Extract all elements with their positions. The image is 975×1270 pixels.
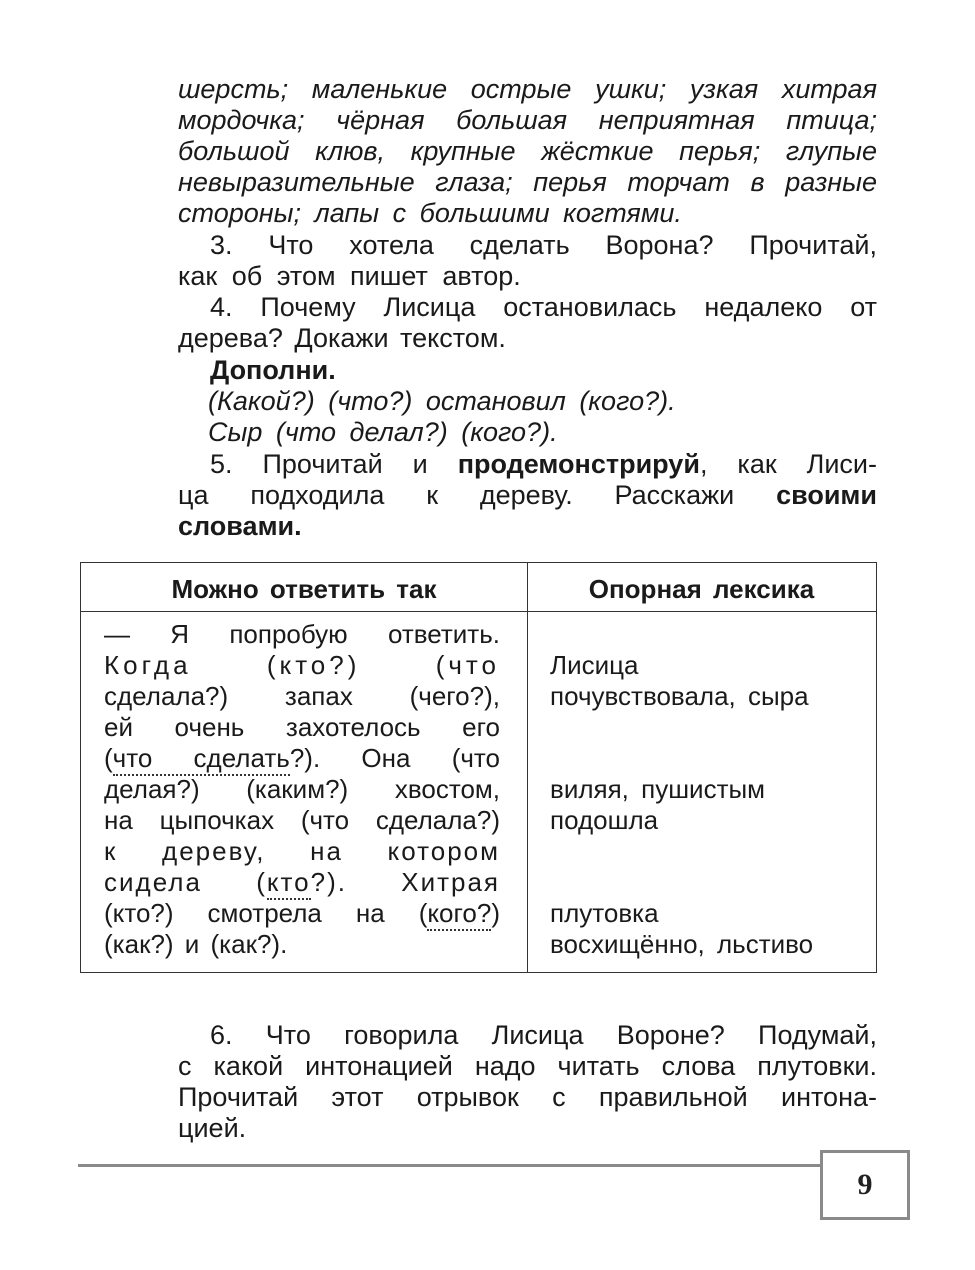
q5-text-c: , как Лиси- (699, 449, 877, 479)
q5-text-d: ца подходила к дереву. Расскажи (178, 480, 777, 510)
answer-blank-what-to-do: что сделать (113, 743, 290, 776)
answer-line-10 (104, 898, 500, 929)
question-4-line-1: 4. Почему Лисица остановилась недалеко от (210, 292, 877, 322)
answer-line-2: Когда (кто?) (что (104, 650, 500, 680)
answer-blank-who: кто (267, 867, 311, 900)
question-4-line-2: дерева? Докажи текстом. (178, 323, 506, 353)
intro-line-5: стороны; лапы с большими когтями. (178, 198, 682, 228)
question-3-line-2: как об этом пишет автор. (178, 261, 521, 291)
answer-blank-whom: кого? (427, 898, 491, 931)
answer-line-1: — Я попробую ответить. (104, 619, 500, 649)
q5-bold-demonstrate: продемонстрируй (457, 449, 700, 479)
intro-line-4: невыразительные глаза; перья торчат в разные (178, 167, 877, 197)
intro-line-2: мордочка; чёрная большая неприятная птица; (178, 105, 877, 135)
table-header-lexicon: Опорная лексика (588, 574, 815, 604)
intro-line-3: большой клюв, крупные жёсткие перья; глупые (178, 136, 877, 166)
q5-text-a: 5. Прочитай и (210, 449, 458, 479)
question-6-line-3: Прочитай этот отрывок с правильной интона- (178, 1082, 877, 1112)
answer-line-3: сделала?) запах (чего?), (104, 681, 500, 711)
answer-9-c: ?). Хитрая (310, 867, 500, 897)
page-number: 9 (820, 1150, 910, 1220)
footer-rule (78, 1164, 820, 1167)
answer-10-c: ) (491, 898, 500, 928)
lexicon-line-2: почувствовала, сыра (550, 681, 809, 711)
answer-5-c: ?). Она (что (289, 743, 500, 773)
answer-table (80, 562, 877, 973)
answer-line-9 (104, 867, 500, 898)
answer-5-a: ( (104, 743, 113, 773)
question-6-line-4: цией. (178, 1113, 247, 1143)
question-5-line-3: словами. (178, 511, 302, 541)
lexicon-line-1: Лисица (550, 650, 639, 680)
lexicon-line-6: восхищённо, льстиво (550, 929, 814, 959)
supplement-line-2: Сыр (что делал?) (кого?). (208, 417, 558, 447)
question-6-line-2: с какой интонацией надо читать слова плутовки. (178, 1051, 877, 1081)
answer-line-4: ей очень захотелось его (104, 712, 500, 742)
table-header-answer: Можно ответить так (171, 574, 437, 604)
answer-10-a: (кто?) смотрела на ( (104, 898, 428, 928)
answer-line-5 (104, 743, 500, 774)
q5-bold-own: своими (776, 480, 877, 510)
lexicon-line-4: подошла (550, 805, 659, 835)
lexicon-line-3: виляя, пушистым (550, 774, 766, 804)
supplement-line-1: (Какой?) (что?) остановил (кого?). (208, 386, 676, 416)
table-header-divider (81, 611, 876, 612)
lexicon-line-5: плутовка (550, 898, 659, 928)
table-column-divider (527, 563, 528, 972)
answer-line-11: (как?) и (как?). (104, 929, 288, 959)
question-6-line-1: 6. Что говорила Лисица Вороне? Подумай, (210, 1020, 877, 1050)
intro-line-1: шерсть; маленькие острые ушки; узкая хитрая (178, 74, 877, 104)
question-3-line-1: 3. Что хотела сделать Ворона? Прочитай, (210, 230, 877, 260)
answer-line-8: к дереву, на котором (104, 836, 500, 866)
answer-line-6: делая?) (каким?) хвостом, (104, 774, 500, 804)
question-5-line-1 (210, 449, 877, 480)
answer-9-a: сидела ( (104, 867, 267, 897)
question-5-line-2 (178, 480, 877, 511)
supplement-title: Дополни. (210, 355, 336, 385)
answer-line-7: на цыпочках (что сделала?) (104, 805, 500, 835)
